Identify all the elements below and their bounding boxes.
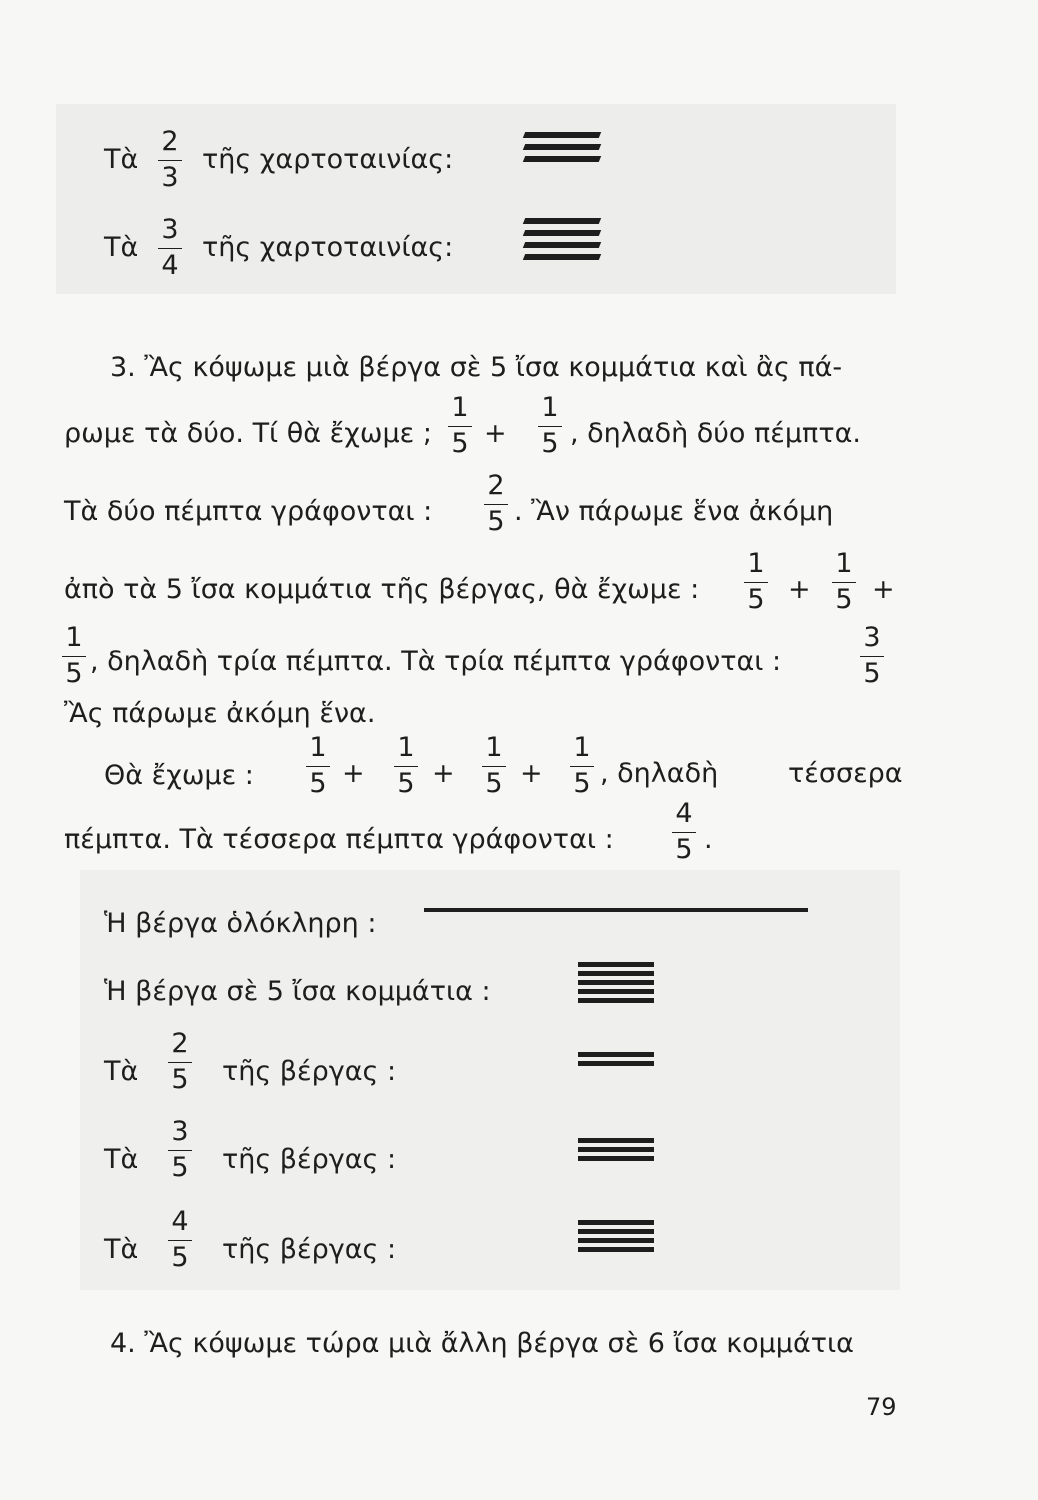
plus-sign: +	[520, 758, 543, 789]
plus-sign: +	[342, 758, 365, 789]
fraction-3-4: 3 4	[150, 216, 190, 282]
rod-label: τῆς βέργας :	[222, 1056, 397, 1087]
para3-line7-start: Θὰ ἔχωμε :	[104, 760, 254, 791]
para3-line2-end: , δηλαδὴ δύο πέμπτα.	[570, 418, 861, 449]
tape-label: τῆς χαρτοταινίας:	[202, 144, 454, 175]
fraction-1-5: 1 5	[440, 394, 480, 460]
para3-line6: Ἂς πάρωμε ἀκόμη ἕνα.	[64, 698, 376, 729]
article: Τὰ	[104, 1056, 139, 1087]
fraction-1-5: 1 5	[386, 734, 426, 800]
fraction-1-5: 1 5	[54, 624, 94, 690]
fraction-4-5: 4 5	[664, 800, 704, 866]
page-number: 79	[866, 1393, 897, 1421]
para3-line3-start: Τὰ δύο πέμπτα γράφονται :	[64, 496, 433, 527]
para4-line: 4. Ἂς κόψωμε τώρα μιὰ ἄλλη βέργα σὲ 6 ἴσα κομμάτια	[110, 1328, 854, 1359]
para3-line7-end-b: τέσσερα	[788, 758, 903, 789]
para3-line5-mid: , δηλαδὴ τρία πέμπτα. Τὰ τρία πέμπτα γράφονται :	[90, 646, 782, 677]
plus-sign: +	[872, 574, 895, 605]
fraction-4-5: 4 5	[160, 1208, 200, 1274]
rod-label: τῆς βέργας :	[222, 1234, 397, 1265]
fraction-1-5: 1 5	[736, 550, 776, 616]
rod-whole-label: Ἡ βέργα ὁλόκληρη :	[104, 908, 377, 939]
para3-line2-start: ρωμε τὰ δύο. Τί θὰ ἔχωμε ;	[64, 418, 432, 449]
rod-label: τῆς βέργας :	[222, 1144, 397, 1175]
fraction-1-5: 1 5	[530, 394, 570, 460]
plus-sign: +	[788, 574, 811, 605]
fraction-1-5: 1 5	[824, 550, 864, 616]
para3-line1: 3. Ἂς κόψωμε μιὰ βέργα σὲ 5 ἴσα κομμάτια καὶ ἂς πά-	[110, 352, 843, 383]
para3-line8-start: πέμπτα. Τὰ τέσσερα πέμπτα γράφονται :	[64, 824, 614, 855]
rod-five-pieces-label: Ἡ βέργα σὲ 5 ἴσα κομμάτια :	[104, 976, 491, 1007]
fraction-2-3: 2 3	[150, 128, 190, 194]
article: Τὰ	[104, 1144, 139, 1175]
rod-whole-line	[424, 908, 808, 912]
article: Τὰ	[104, 232, 139, 263]
rod-stripes-2	[578, 1052, 654, 1070]
para3-line3-end: . Ἂν πάρωμε ἕνα ἀκόμη	[514, 496, 834, 527]
tape-label: τῆς χαρτοταινίας:	[202, 232, 454, 263]
rod-stripes-3	[578, 1138, 654, 1165]
plus-sign: +	[484, 418, 507, 449]
plus-sign: +	[432, 758, 455, 789]
fraction-3-5: 3 5	[852, 624, 892, 690]
fraction-1-5: 1 5	[474, 734, 514, 800]
article: Τὰ	[104, 144, 139, 175]
period: .	[704, 824, 713, 855]
fraction-1-5: 1 5	[298, 734, 338, 800]
fraction-2-5: 2 5	[476, 472, 516, 538]
article: Τὰ	[104, 1234, 139, 1265]
tape-stripes-3-4	[524, 218, 600, 266]
fraction-2-5: 2 5	[160, 1030, 200, 1096]
tape-stripes-2-3	[524, 132, 600, 168]
para3-line7-end-a: , δηλαδὴ	[600, 758, 719, 789]
rod-five-stripes	[578, 962, 654, 1007]
rod-stripes-4	[578, 1220, 654, 1256]
fraction-1-5: 1 5	[562, 734, 602, 800]
para3-line4-start: ἀπὸ τὰ 5 ἴσα κομμάτια τῆς βέργας, θὰ ἔχωμε :	[64, 574, 700, 605]
fraction-3-5: 3 5	[160, 1118, 200, 1184]
